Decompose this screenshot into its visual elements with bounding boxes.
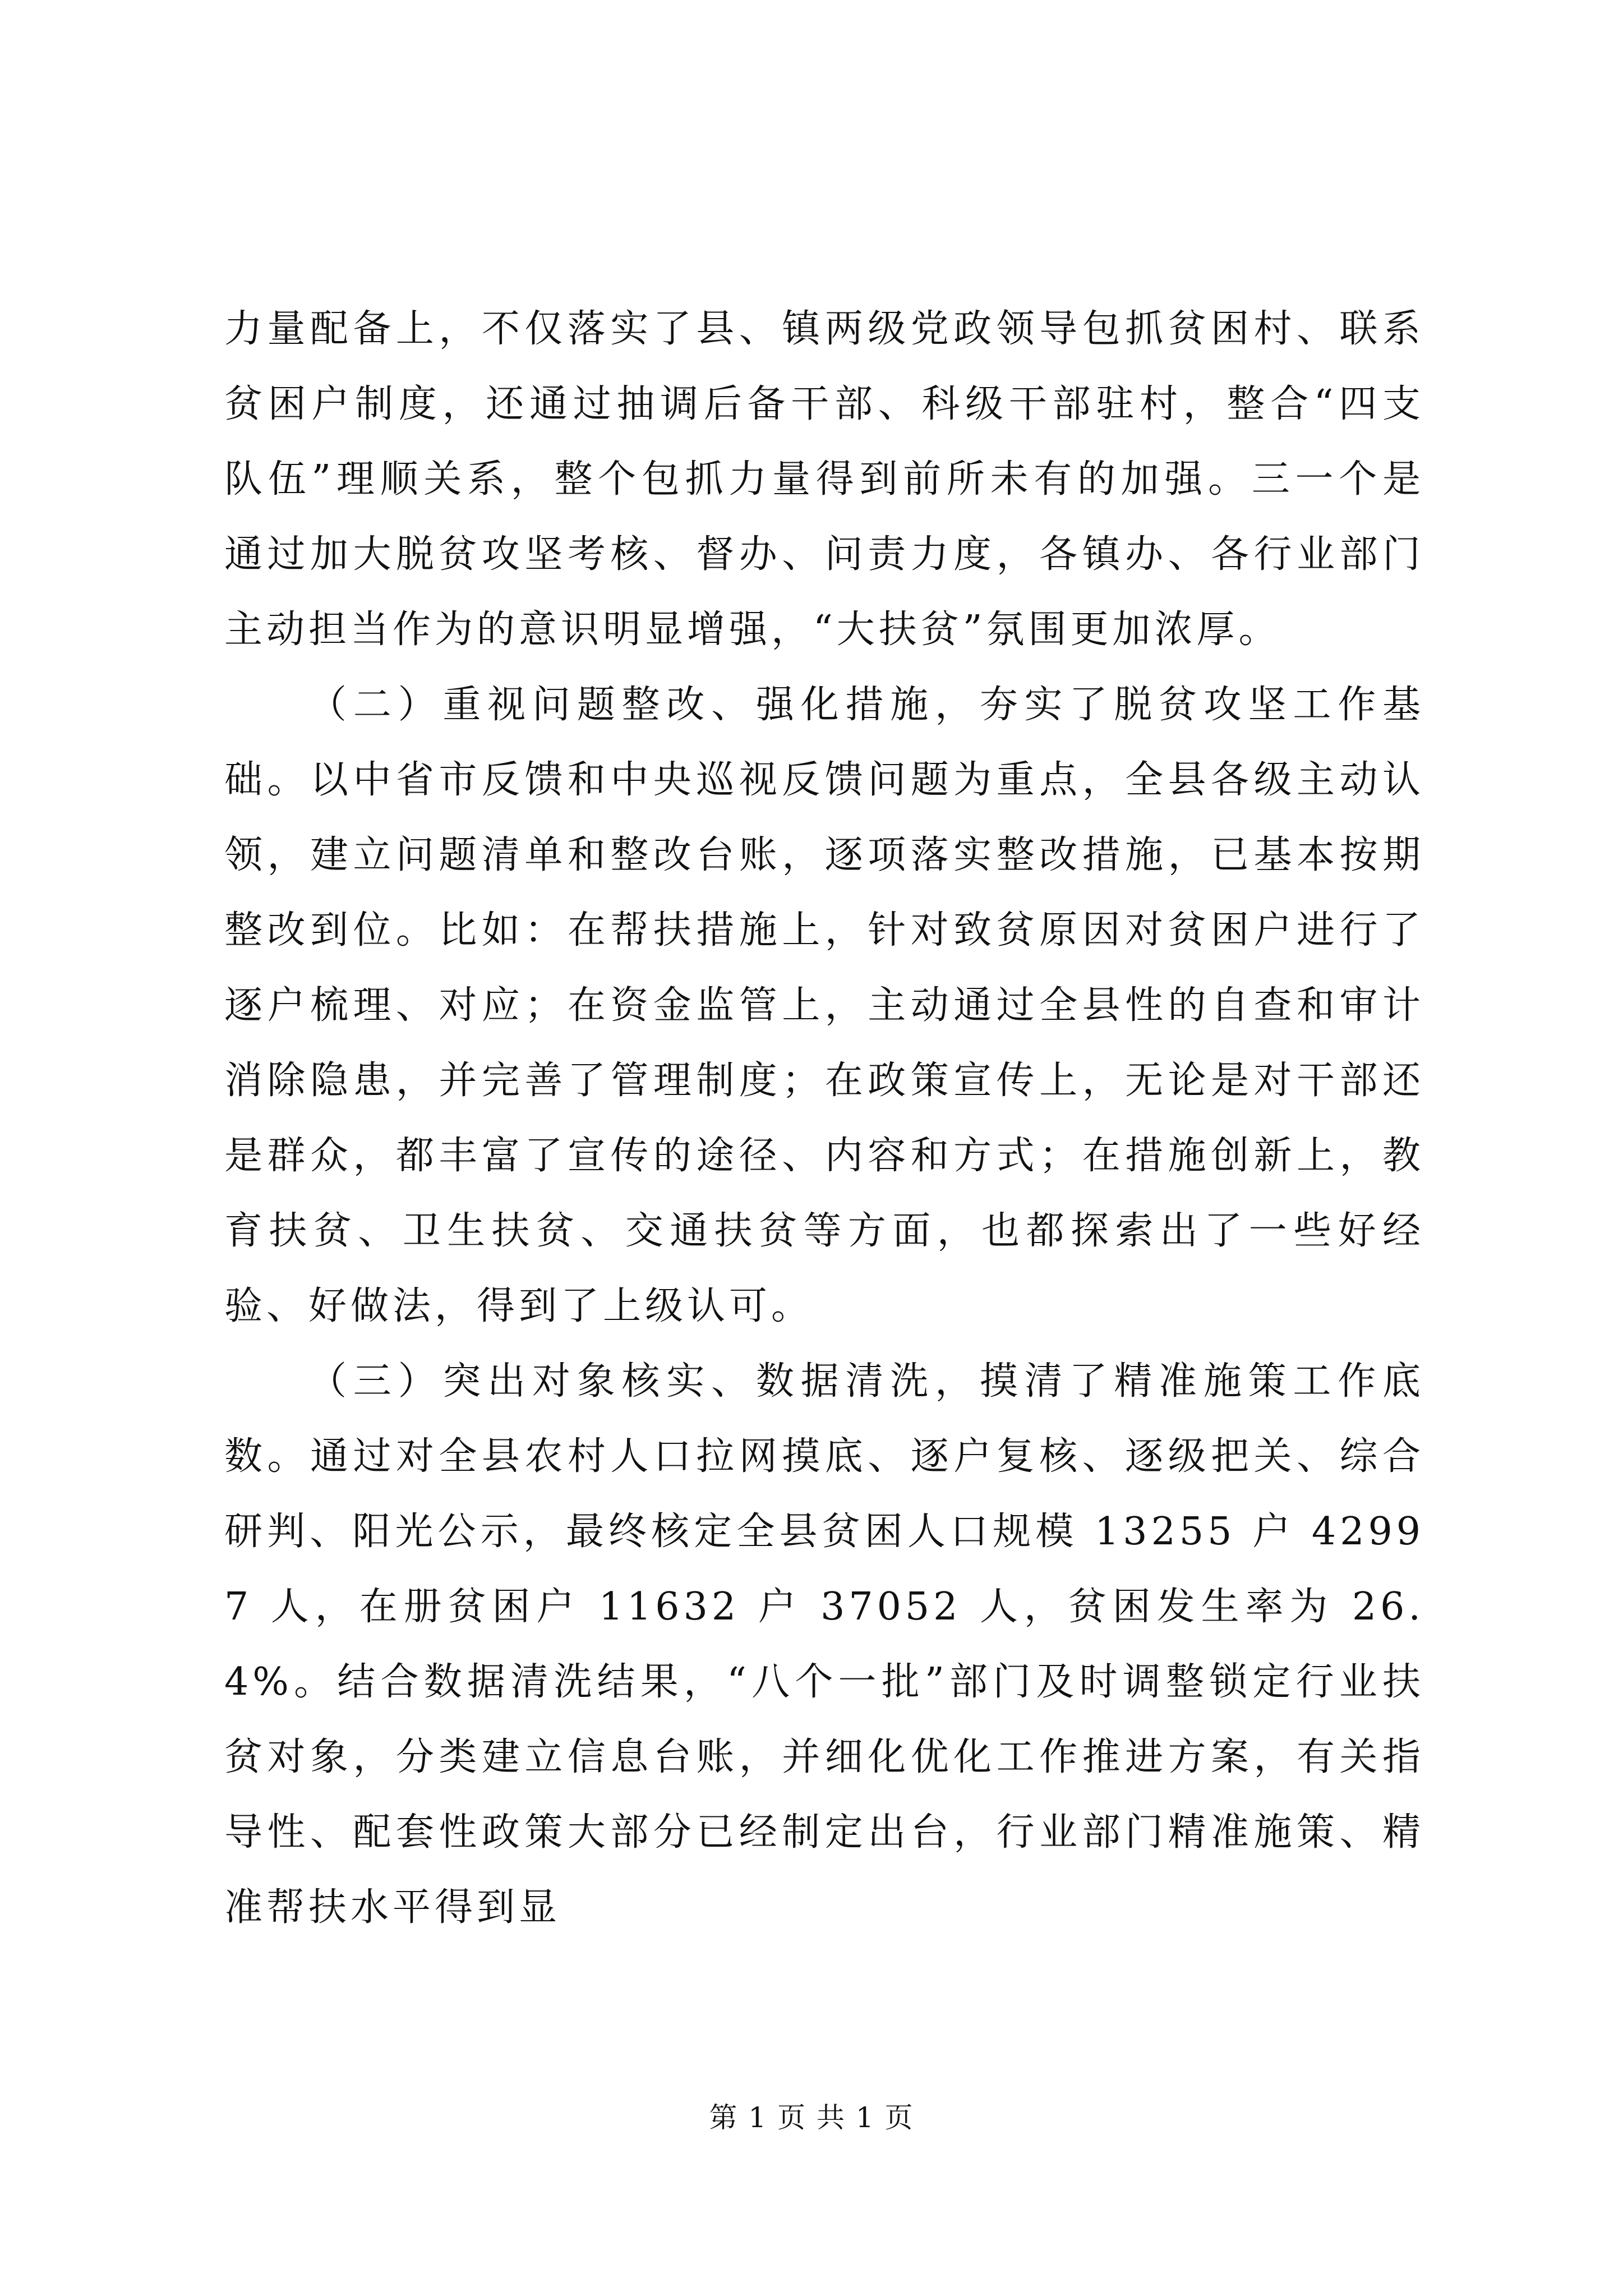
document-body — [224, 292, 1424, 1945]
page-footer: 第 1 页 共 1 页 — [709, 2101, 914, 2134]
paragraph-1: 力量配备上，不仅落实了县、镇两级党政领导包抓贫困村、联系贫困户制度，还通过抽调后备干部、科级干部驻村，整合“四支队伍”理顺关系，整个包抓力量得到前所未有的加强。三一个是通过加大脱贫攻坚考核、督办、问责力度，各镇办、各行业部门主动担当作为的意识明显增强，“大扶贫”氛围更加浓厚。 — [224, 307, 1424, 652]
paragraph-2: （二）重视问题整改、强化措施，夯实了脱贫攻坚工作基础。以中省市反馈和中央巡视反馈问题为重点，全县各级主动认领，建立问题清单和整改台账，逐项落实整改措施，已基本按期整改到位。比如：在帮扶措施上，针对致贫原因对贫困户进行了逐户梳理、对应；在资金监管上，主动通过全县性的自查和审计消除隐患，并完善了管理制度；在政策宣传上，无论是对干部还是群众，都丰富了宣传的途径、内容和方式；在措施创新上，教育扶贫、卫生扶贫、交通扶贫等方面，也都探索出了一些好经验、好做法，得到了上级认可。 — [224, 683, 1424, 1328]
paragraph-3: （三）突出对象核实、数据清洗，摸清了精准施策工作底数。通过对全县农村人口拉网摸底、逐户复核、逐级把关、综合研判、阳光公示，最终核定全县贫困人口规模 13255 户 42997 人，在册贫困户 11632 户 37052 人，贫困发生率为 26.4%。结合数据清洗结果，“八个一批”部门及时调整锁定行业扶贫对象，分类建立信息台账，并细化优化工作推进方案，有关指导性、配套性政策大部分已经制定出台，行业部门精准施策、精准帮扶水平得到显 — [224, 1359, 1424, 1930]
